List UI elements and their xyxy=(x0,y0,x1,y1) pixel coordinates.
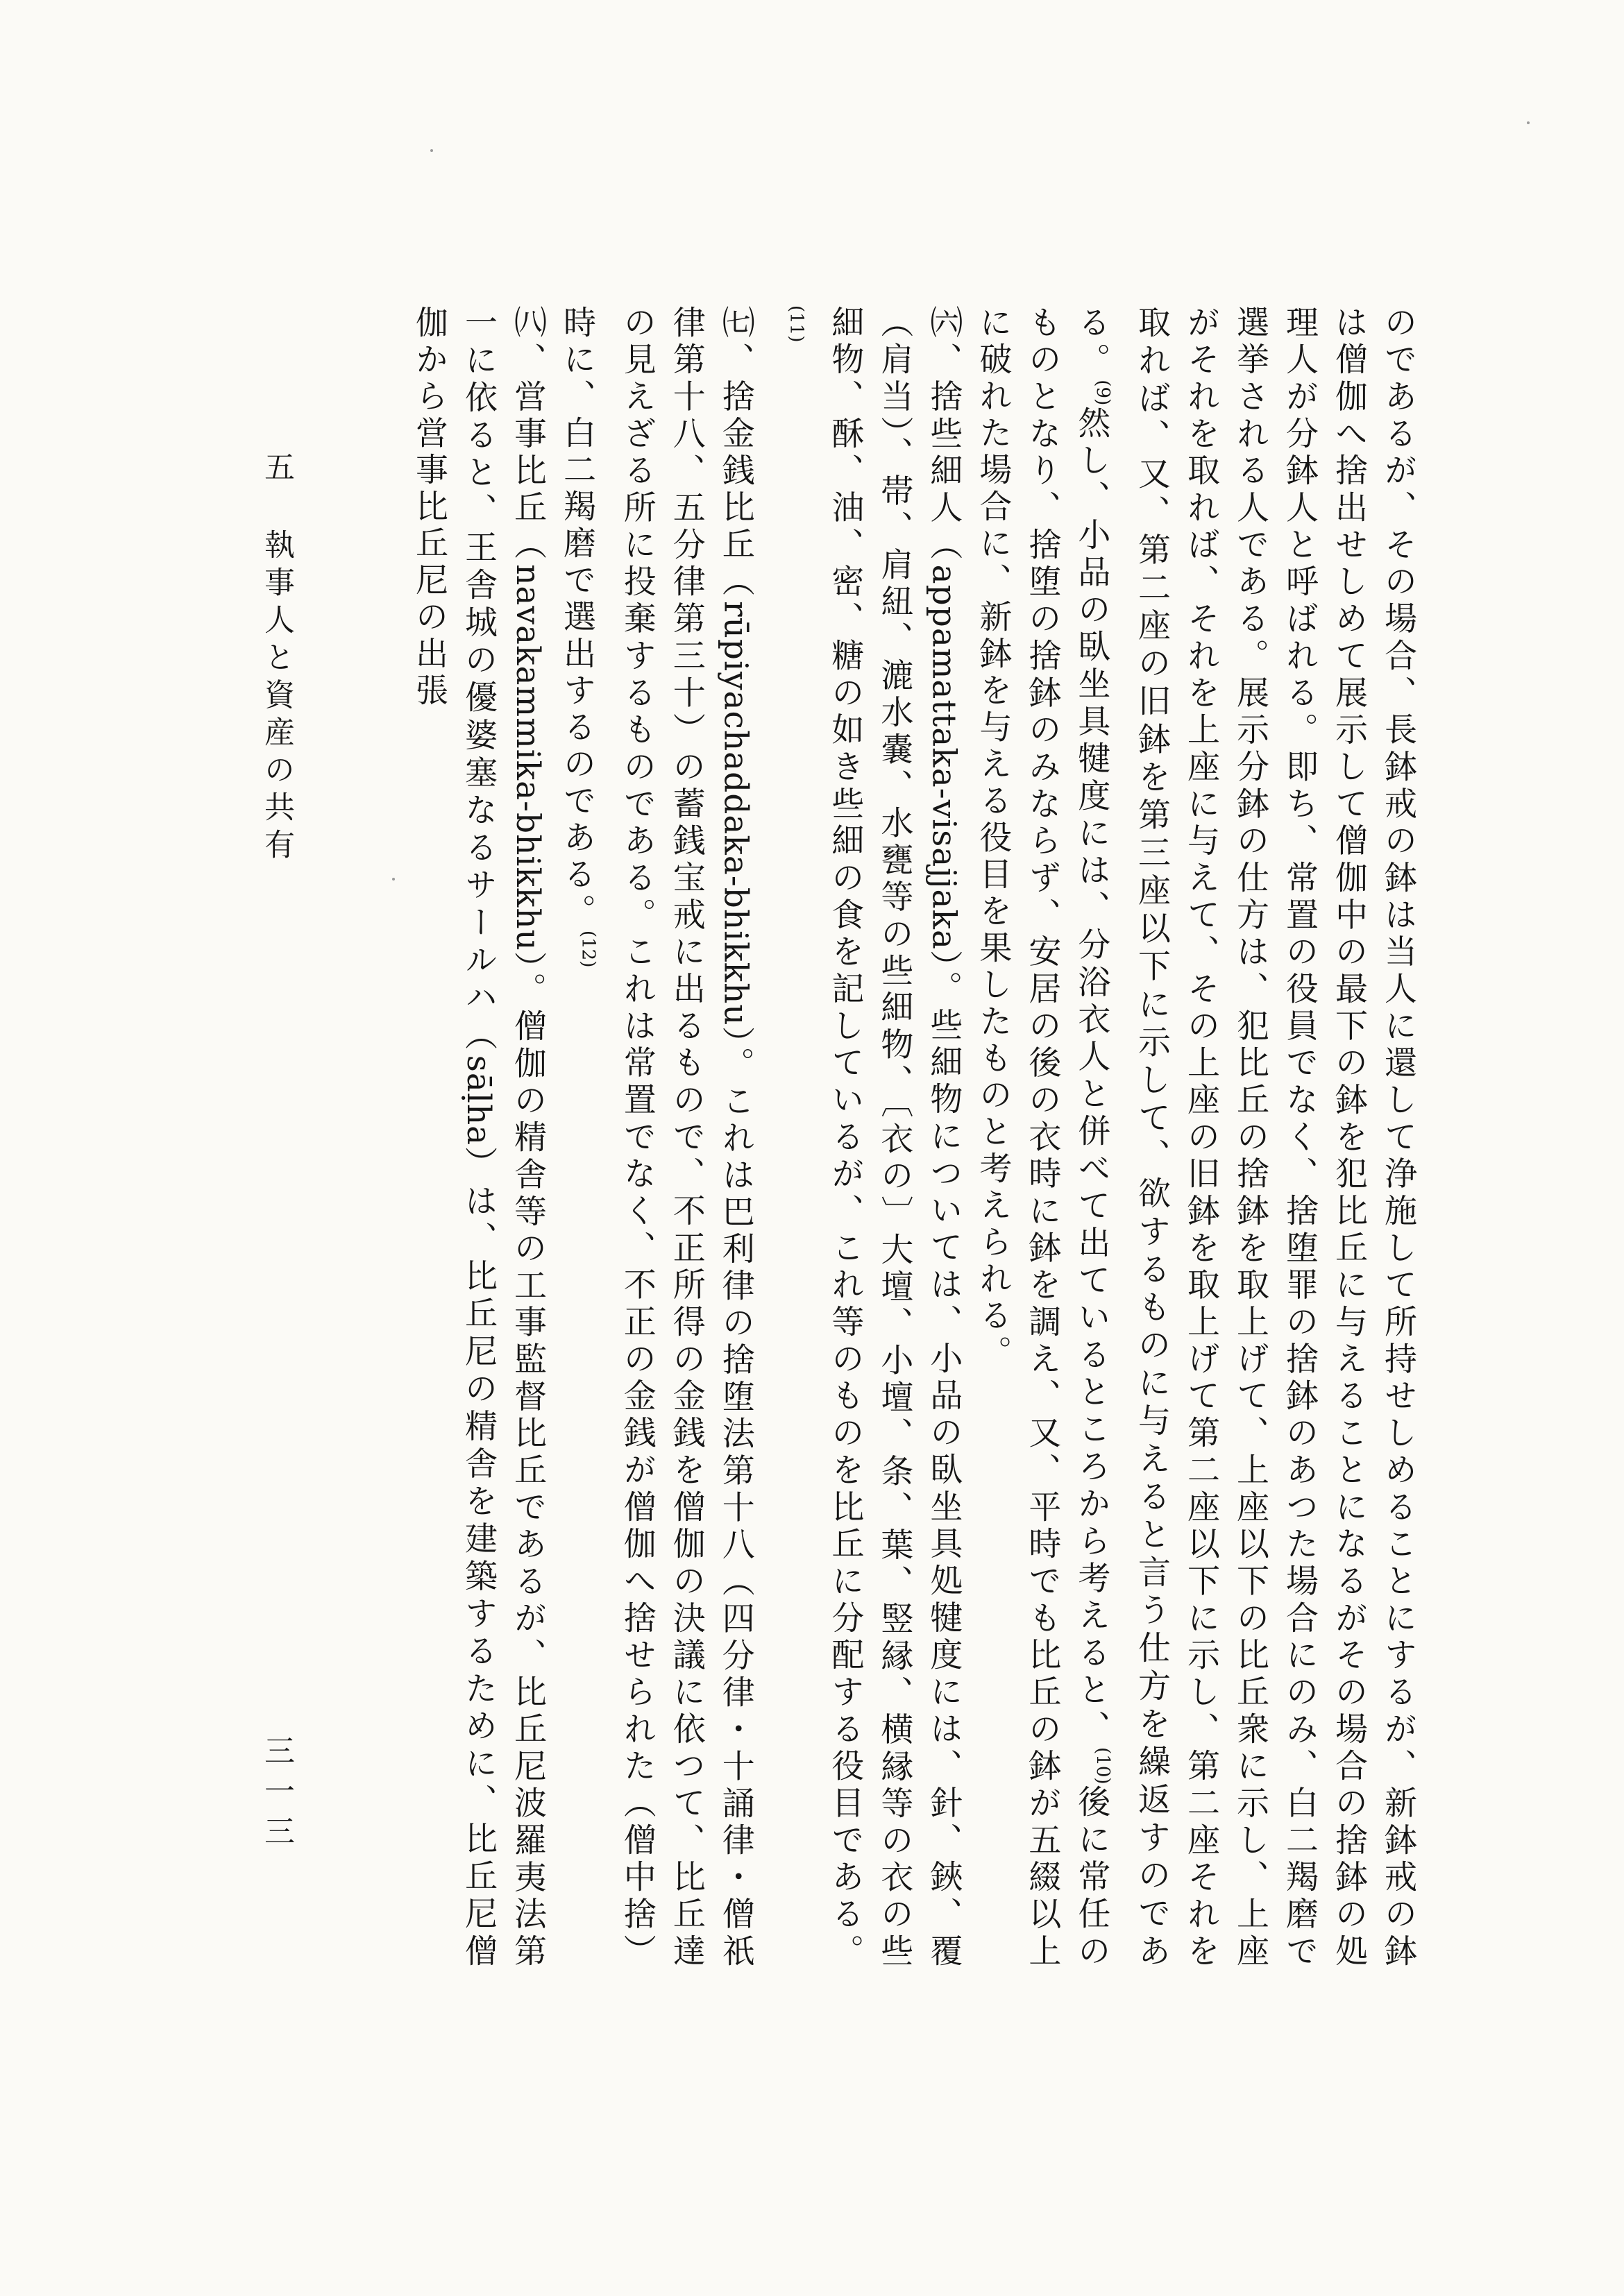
text-run: ）は、比丘尼の精舎を建築するために、比丘尼僧伽から営事比丘尼の出張 xyxy=(410,305,498,1971)
page-number: 三一三 xyxy=(259,1735,294,1855)
paragraph-construction-supervisor xyxy=(405,305,552,1971)
footnote-marker: (10) xyxy=(1092,1747,1113,1785)
paragraph-bowl-distributor xyxy=(968,305,1423,1971)
footnote-marker: (12) xyxy=(577,930,599,968)
paper-speck xyxy=(1527,121,1530,124)
pali-term: appamattaka-visajjaka xyxy=(924,564,963,950)
chapter-title: 執事人と資産の共有 xyxy=(259,529,294,866)
paper-speck xyxy=(392,878,395,881)
footnote-marker: (11) xyxy=(786,305,807,343)
paper-speck xyxy=(430,149,433,152)
chapter-number: 五 xyxy=(259,451,294,488)
footnote-marker: (9) xyxy=(1092,380,1113,406)
text-run: 後に常任のものとなり、捨堕の捨鉢のみならず、安居の後の衣時に鉢を調え、又、平時でも比丘の鉢が五綴以上に破れた場合に、新鉢を与える役目を果したものと考えられる。 xyxy=(974,305,1111,1971)
text-run: ㈥、捨些細人（ xyxy=(924,305,963,565)
text-run: ㈧、営事比丘（ xyxy=(509,305,548,565)
text-run: ）。僧伽の精舎等の工事監督比丘であるが、比丘尼波羅夷法第一に依ると、王舎城の優婆塞なるサールハ（ xyxy=(459,305,548,1971)
text-run: 然し、小品の臥坐具犍度には、分浴衣人と併べて出ているところから考えると、 xyxy=(1072,405,1111,1748)
paragraph-trivial-goods-distributor xyxy=(761,305,969,1971)
text-run: ）。これは巴利律の捨堕法第十八（四分律・十誦律・僧祇律第十八、五分律第三十）の蓄銭宝戒に出るもので、不正所得の金銭を僧伽の決議に依つて、比丘達の見えざる所に投棄するものである。これは常置でなく、不正の金銭が僧伽へ捨せられた（僧中捨）時に、白二羯磨で選出するのである。 xyxy=(558,305,755,1971)
text-run: ㈦、捨金銭比丘（ xyxy=(716,305,755,602)
running-head xyxy=(254,451,298,866)
pali-term: rūpiyachaddaka-bhikkhu xyxy=(716,601,755,1026)
text-run: ）。些細物については、小品の臥坐具処犍度には、針、鋏、覆（肩当）、帯、肩紐、漉水嚢、水甕等の些細物、〔衣の〕大壇、小壇、条、葉、竪縁、横縁等の衣の些細物、酥、油、密、糖の如き些細の食を記しているが、これ等のものを比丘に分配する役目である。 xyxy=(826,305,963,1971)
text-run: のであるが、その場合、長鉢戒の鉢は当人に還して浄施して所持せしめることにするが、新鉢戒の鉢は僧伽へ捨出せしめて展示して僧伽中の最下の鉢を犯比丘に与えることになるがその場合の捨鉢の処理人が分鉢人と呼ばれる。即ち、常置の役員でなく、捨堕罪の捨鉢のあつた場合にのみ、白二羯磨で選挙される人である。展示分鉢の仕方は、犯比丘の捨鉢を取上げて、上座以下の比丘衆に示し、上座がそれを取れば、それを上座に与えて、その上座の旧鉢を取上げて第二座以下に示し、第二座それを取れば、又、第二座の旧鉢を第三座以下に示して、欲するものに与えると言う仕方を繰返すのである。 xyxy=(1072,305,1417,1971)
paragraph-money-discarder xyxy=(552,305,761,1971)
pali-term: sāḷha xyxy=(459,1055,498,1146)
pali-term: navakammika-bhikkhu xyxy=(509,564,548,951)
body-text xyxy=(405,305,1423,1971)
